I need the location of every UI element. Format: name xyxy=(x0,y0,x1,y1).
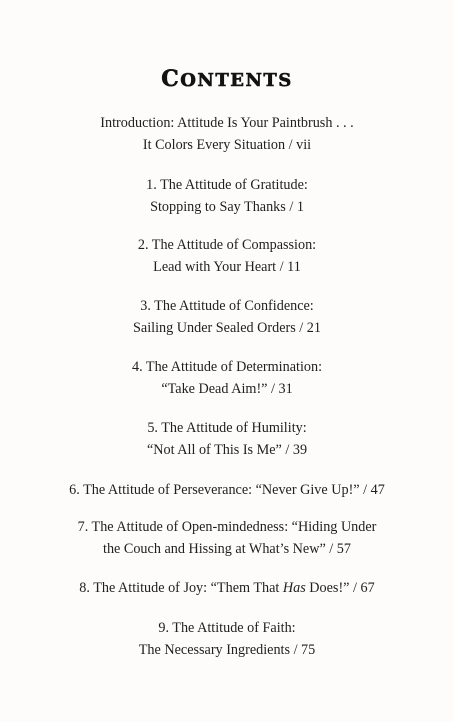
toc-entry-line: 6. The Attitude of Perseverance: “Never Give Up!” / 47 xyxy=(69,482,385,498)
toc-entry-line: Lead with Your Heart / 11 xyxy=(153,259,301,275)
toc-entry-4 xyxy=(0,356,454,400)
toc-entry-line: The Necessary Ingredients / 75 xyxy=(138,642,316,658)
toc-entry-introduction xyxy=(0,112,454,156)
toc-entry-8 xyxy=(0,577,454,599)
toc-entry-5 xyxy=(0,417,454,461)
toc-entry-line: 3. The Attitude of Confidence: xyxy=(140,298,314,314)
toc-entry-line: “Take Dead Aim!” / 31 xyxy=(161,381,293,397)
toc-entry-emphasis: Has xyxy=(282,580,306,596)
contents-heading-initial: C xyxy=(161,66,181,92)
toc-entry-line: 7. The Attitude of Open-mindedness: “Hiding Under xyxy=(77,519,377,535)
toc-entry-line: “Not All of This Is Me” / 39 xyxy=(146,442,308,458)
toc-entry-6 xyxy=(0,479,454,501)
toc-entry-7 xyxy=(0,516,454,560)
toc-entry-line: Stopping to Say Thanks / 1 xyxy=(150,199,304,215)
toc-entry-line xyxy=(0,577,454,599)
toc-entry-line: It Colors Every Situation / vii xyxy=(142,137,312,153)
toc-entry-line: 9. The Attitude of Faith: xyxy=(158,620,296,636)
toc-entry-3 xyxy=(0,295,454,339)
toc-entry-1 xyxy=(0,174,454,218)
contents-heading xyxy=(0,66,454,92)
toc-entry-text: Does!” / 67 xyxy=(305,580,375,596)
toc-entry-line: Sailing Under Sealed Orders / 21 xyxy=(133,320,321,336)
toc-entry-line: 1. The Attitude of Gratitude: xyxy=(146,177,308,193)
contents-heading-rest: ONTENTS xyxy=(180,70,293,91)
toc-entry-line: 2. The Attitude of Compassion: xyxy=(137,237,317,253)
toc-entry-line: 4. The Attitude of Determination: xyxy=(131,359,323,375)
toc-entry-line: 5. The Attitude of Humility: xyxy=(147,420,307,436)
toc-entry-2 xyxy=(0,234,454,278)
toc-entry-line: Introduction: Attitude Is Your Paintbrush . . . xyxy=(100,115,354,131)
toc-entry-line: the Couch and Hissing at What’s New” / 57 xyxy=(103,541,351,557)
toc-entry-text: 8. The Attitude of Joy: “Them That xyxy=(79,580,283,596)
toc-entry-9 xyxy=(0,617,454,661)
